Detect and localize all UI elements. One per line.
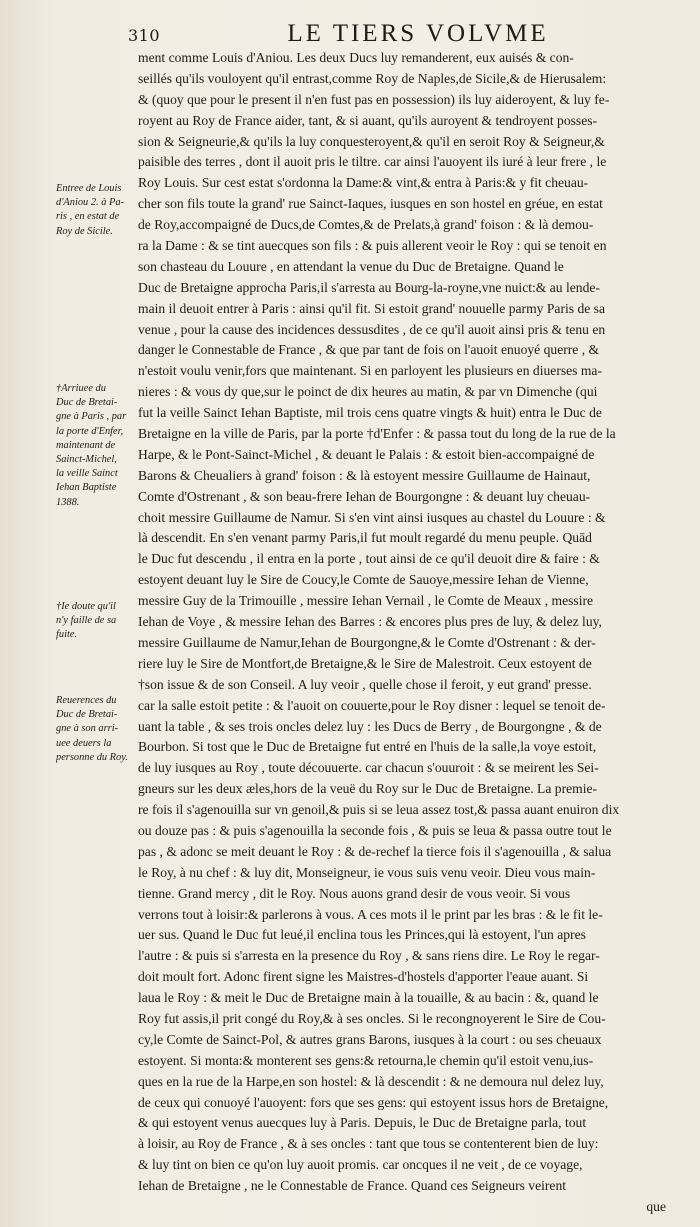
text-line: gneurs sur les deux æles,hors de la veuë du Roy sur le Duc de Bretaigne. La premie- (138, 781, 598, 797)
running-title: LE TIERS VOLVME (287, 20, 549, 47)
text-line: là descendit. En s'en venant parmy Paris,il fut moult regardé du menu peuple. Quād (138, 530, 592, 546)
margin-note-line: Iehan Baptiste (56, 482, 117, 494)
margin-note-line: Duc de Bretai- (56, 709, 118, 721)
text-line: Iehan de Voye , & messire Iehan des Barres : & encores plus pres de luy, & delez luy, (138, 614, 602, 630)
margin-note-line: Duc de Bretai- (56, 397, 118, 409)
text-line: ques en la rue de la Harpe,en son hostel: & là descendit : & ne demoura nul delez luy, (138, 1073, 604, 1089)
text-line: cy,le Comte de Sainct-Pol, & autres grans Barons, iusques à la court : ou ses cheuaux (138, 1031, 602, 1047)
text-line: Bourbon. Si tost que le Duc de Bretaigne fut entré en l'huis de la salle,la voye estoit, (138, 739, 597, 755)
text-line: Barons & Cheualiers à grand' foison : & là estoyent messire Guillaume de Hainaut, (138, 467, 591, 483)
text-line: à loisir, au Roy de France , & à ses oncles : tant que tous se contenterent bien de luy: (138, 1136, 599, 1152)
text-line: paisible des terres , dont il auoit pris le tiltre. car ainsi l'auoyent ils iuré à leur frere , le (138, 154, 607, 170)
margin-note-line: Roy de Sicile. (56, 225, 113, 237)
text-line: re fois il s'agenouilla sur vn genoil,& puis si se leua assez tost,& passa auant enuiron dix (138, 802, 620, 818)
margin-note-line: maintenant de (56, 439, 116, 451)
text-line: uant la table , & ses trois oncles delez luy : les Ducs de Berry , de Bourgongne , & de (138, 718, 602, 734)
margin-note-line: uee deuers la (56, 737, 112, 749)
text-line: ou douze pas : & puis s'agenouilla la seconde fois , & puis se leua & passa outre tout le (138, 822, 612, 838)
margin-note-line: personne du Roy. (56, 751, 128, 763)
text-line: tienne. Grand mercy , dit le Roy. Nous auons grand desir de vous veoir. Si vous (138, 885, 571, 901)
text-line: le Roy, à nu chef : & luy dit, Monseigneur, ie vous suis venu veoir. Dieu vous main- (138, 864, 596, 880)
text-line: royent au Roy de France aider, tant, & si auant, qu'ils auroyent & tendroyent posses- (138, 112, 598, 128)
text-line: l'autre : & puis si s'arresta en la presence du Roy , & sans riens dire. Le Roy le regar- (138, 948, 600, 964)
text-line: venue , pour la cause des incidences dessusdites , de ce qu'il auoit ainsi pris & tenu en (138, 321, 606, 337)
text-line: nieres : & vous dy que,sur le poinct de dix heures au matin, & par vn Dimenche (qui (138, 384, 598, 400)
text-line: n'estoit voulu venir,fors que maintenant. Si en parloyent les plusieurs en diuerses ma- (138, 363, 602, 379)
page-number: 310 (128, 26, 161, 45)
text-line: de Roy,accompaigné de Ducs,de Comtes,& de Prelats,à grand' foison : & là demou- (138, 217, 594, 233)
text-line: de luy iusques au Roy , toute découuerte. car chacun s'ouuroit : & se meirent les Sei- (138, 760, 599, 776)
text-line: choit messire Guillaume de Namur. Si s'en vint ainsi iusques au chastel du Louure : & (138, 509, 606, 525)
text-line: messire Guillaume de Namur,Iehan de Bourgongne,& le Comte d'Ostrenant : & der- (138, 634, 596, 650)
text-line: doit moult fort. Adonc firent signe les Maistres-d'hostels d'apporter l'eaue auant. Si (138, 969, 589, 985)
text-line: Duc de Bretaigne approcha Paris,il s'arresta au Bourg-la-royne,vne nuict:& au lende- (138, 279, 600, 295)
text-line: verrons tout à loisir:& parlerons à vous. A ces mots il le print par les bras : & le fit le- (138, 906, 603, 922)
text-line: Roy Louis. Sur cest estat s'ordonna la Dame:& vint,& entra à Paris:& y fit cheuau- (138, 175, 589, 191)
margin-note-line: gne à Paris , par (56, 411, 127, 423)
margin-note-line: la veille Sainct (56, 468, 118, 480)
margin-note-line: la porte d'Enfer, (56, 425, 124, 437)
text-line: & qui estoyent venus auecques luy à Paris. Depuis, le Duc de Bretaigne parla, tout (138, 1115, 587, 1131)
text-line: Bretaigne en la ville de Paris, par la porte †d'Enfer : & passa tout du long de la rue de la (138, 426, 616, 442)
margin-note-line: fuite. (56, 629, 78, 641)
text-line: Roy fut assis,il prit congé du Roy,& à ses oncles. Si le recongnoyerent le Sire de Cou- (138, 1010, 606, 1026)
body-text (138, 48, 666, 1218)
text-line: main il deuoit entrer à Paris : ainsi qu'il fit. Si estoit grand' nouuelle parmy Paris de sa (138, 300, 605, 316)
margin-note-line: Sainct-Michel, (56, 454, 117, 466)
text-line: son chasteau du Louure , en attendant la venue du Duc de Bretaigne. Quand le (138, 258, 564, 274)
text-line: pas , & adonc se meit deuant le Roy : & de-rechef la tierce fois il s'agenouilla , & salua (138, 843, 612, 859)
text-line: le Duc fut descendu , il entra en la porte , tout ainsi de ce qu'il deuoit dire & faire : & (138, 551, 600, 567)
text-line: car la salle estoit petite : & l'auoit on couuerte,pour le Roy disner : lequel se tenoit de- (138, 697, 606, 713)
margin-note-line: gne à son arri- (56, 723, 119, 735)
text-line: danger le Connestable de France , & que par tant de fois on l'auoit enuoyé querre , & (138, 342, 600, 358)
margin-note-line: d'Aniou 2. à Pa- (56, 197, 125, 209)
text-line: †son issue & de son Conseil. A luy veoir , quelle chose il feroit, y eut grand' presse. (138, 676, 592, 692)
text-line: ment comme Louis d'Aniou. Les deux Ducs luy remanderent, eux auisés & con- (138, 50, 574, 65)
text-line: Comte d'Ostrenant , & son beau-frere Iehan de Bourgongne : & deuant luy cheuau- (138, 488, 591, 504)
text-line: fut la veille Sainct Iehan Baptiste, mil trois cens quatre vingts & huit) entra le Duc de (138, 405, 602, 421)
margin-note-entree-duc-anjou (56, 182, 138, 239)
text-line: messire Guy de la Trimouille , messire Iehan Vernail , le Comte de Meaux , messire (138, 593, 594, 609)
margin-note-line: †Ie doute qu'il (56, 601, 116, 612)
text-line: estoyent deuant luy le Sire de Coucy,le Comte de Sauoye,messire Iehan de Vienne, (138, 572, 589, 588)
catchword: que (646, 1198, 666, 1214)
text-line: ra la Dame : & se tint auecques son fils : & puis allerent veoir le Roy : qui se tenoit en (138, 238, 607, 254)
text-line: uer sus. Quand le Duc fut leué,il enclina tous les Princes,qui là estoyent, l'un apres (138, 927, 586, 943)
text-line: Harpe, & le Pont-Sainct-Michel , & deuant le Palais : & estoit bien-accompaigné de (138, 446, 595, 462)
text-line: sion & Seigneurie,& qu'ils la luy conquesteroyent,& qu'il en seroit Roy & Seigneur,& (138, 133, 605, 149)
margin-note-line: ris , en estat de (56, 211, 120, 223)
margin-note-line: n'y faille de sa (56, 615, 117, 627)
margin-note-line: Reuerences du (56, 695, 117, 706)
margin-note-line: 1388. (56, 496, 80, 508)
margin-note-doute-salle (56, 600, 138, 643)
text-line: cher son fils toute la grand' rue Sainct-Iaques, iusques en son hostel en gréue, en estat (138, 196, 603, 212)
text-line: & luy tint on bien ce qu'on luy auoit promis. car oncques il ne veit , de ce voyage, (138, 1157, 583, 1173)
margin-note-line: Entree de Louis (56, 183, 122, 194)
text-line: seillés qu'ils vouloyent qu'il entrast,comme Roy de Naples,de Sicile,& de Hierusalem: (138, 70, 607, 86)
margin-note-line: †Arriuee du (56, 383, 106, 394)
text-line: laua le Roy : & meit le Duc de Bretaigne main à la touaille, & au bacin : &, quand le (138, 990, 599, 1006)
text-line: estoyent. Si monta:& monterent ses gens:& retourna,le chemin qu'il estoit venu,ius- (138, 1052, 594, 1068)
margin-note-reuerences-duc (56, 694, 138, 765)
text-line: de ceux qui conuoyé l'auoyent: fors que ses gens: qui estoyent issus hors de Bretaigne, (138, 1094, 609, 1110)
text-line: Iehan de Bretaigne , ne le Connestable de France. Quand ces Seigneurs veirent (138, 1178, 567, 1194)
margin-note-arriuee-duc-bretaigne (56, 382, 138, 510)
text-line: & (quoy que pour le present il n'en fust pas en possession) ils luy aideroyent, & luy fe- (138, 91, 610, 107)
text-line: riere luy le Sire de Montfort,de Bretaigne,& le Sire de Malestroit. Ceux estoyent de (138, 655, 592, 671)
